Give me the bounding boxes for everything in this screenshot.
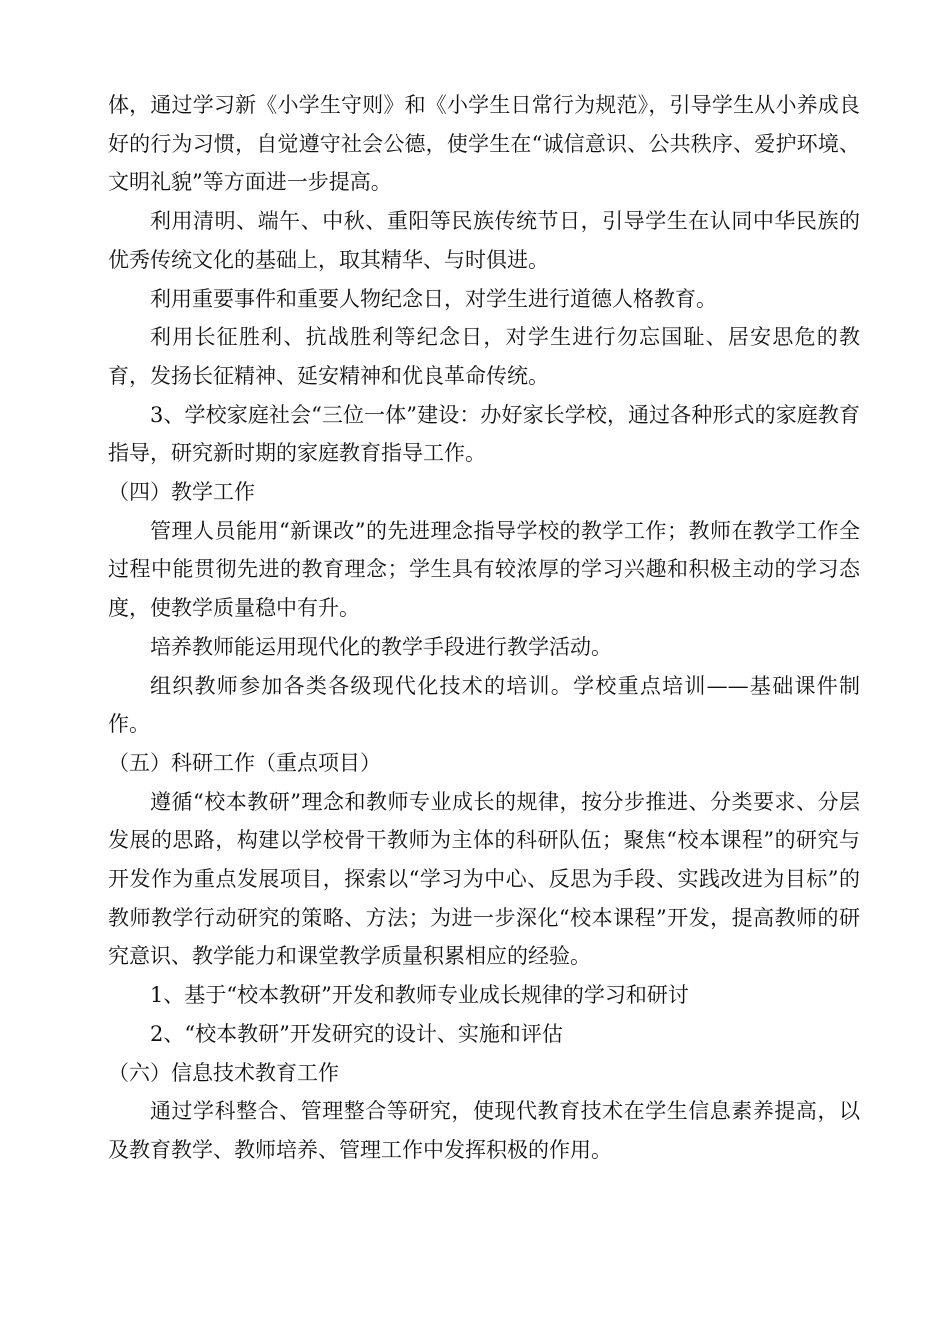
paragraph: 组织教师参加各类各级现代化技术的培训。学校重点培训——基础课件制作。 [108, 673, 860, 737]
section-heading-it-education: （六）信息技术教育工作 [108, 1060, 339, 1085]
paragraph: 1、基于“校本教研”开发和教师专业成长规律的学习和研讨 [150, 983, 689, 1008]
paragraph: 3、学校家庭社会“三位一体”建设：办好家长学校，通过各种形式的家庭教育指导，研究新时期的家庭教育指导工作。 [108, 402, 860, 466]
paragraph: 培养教师能运用现代化的教学手段进行教学活动。 [150, 634, 612, 659]
paragraph: 遵循“校本教研”理念和教师专业成长的规律，按分步推进、分类要求、分层发展的思路，构建以学校骨干教师为主体的科研队伍；聚焦“校本课程”的研究与开发作为重点发展项目，探索以“学习为中心、反思为手段、实践改进为目标”的教师教学行动研究的策略、方法；为进一步深化“校本课程”开发，提高教师的研究意识、教学能力和课堂教学质量积累相应的经验。 [108, 789, 860, 969]
paragraph: 通过学科整合、管理整合等研究，使现代教育技术在学生信息素养提高，以及教育教学、教师培养、管理工作中发挥积极的作用。 [108, 1099, 860, 1162]
section-heading-research: （五）科研工作（重点项目） [108, 750, 381, 775]
document-page [108, 86, 860, 1170]
paragraph: 利用长征胜利、抗战胜利等纪念日，对学生进行勿忘国耻、居安思危的教育，发扬长征精神、延安精神和优良革命传统。 [108, 325, 860, 388]
paragraph: 2、“校本教研”开发研究的设计、实施和评估 [150, 1021, 563, 1046]
paragraph: 利用清明、端午、中秋、重阳等民族传统节日，引导学生在认同中华民族的优秀传统文化的基础上，取其精华、与时俱进。 [108, 209, 860, 272]
paragraph: 管理人员能用“新课改”的先进理念指导学校的教学工作；教师在教学工作全过程中能贯彻先进的教育理念；学生具有较浓厚的学习兴趣和积极主动的学习态度，使教学质量稳中有升。 [108, 518, 860, 621]
section-heading-teaching: （四）教学工作 [108, 480, 255, 505]
paragraph: 体，通过学习新《小学生守则》和《小学生日常行为规范》，引导学生从小养成良好的行为习惯，自觉遵守社会公德，使学生在“诚信意识、公共秩序、爱护环境、文明礼貌”等方面进一步提高。 [108, 93, 860, 195]
paragraph: 利用重要事件和重要人物纪念日，对学生进行道德人格教育。 [150, 286, 717, 311]
